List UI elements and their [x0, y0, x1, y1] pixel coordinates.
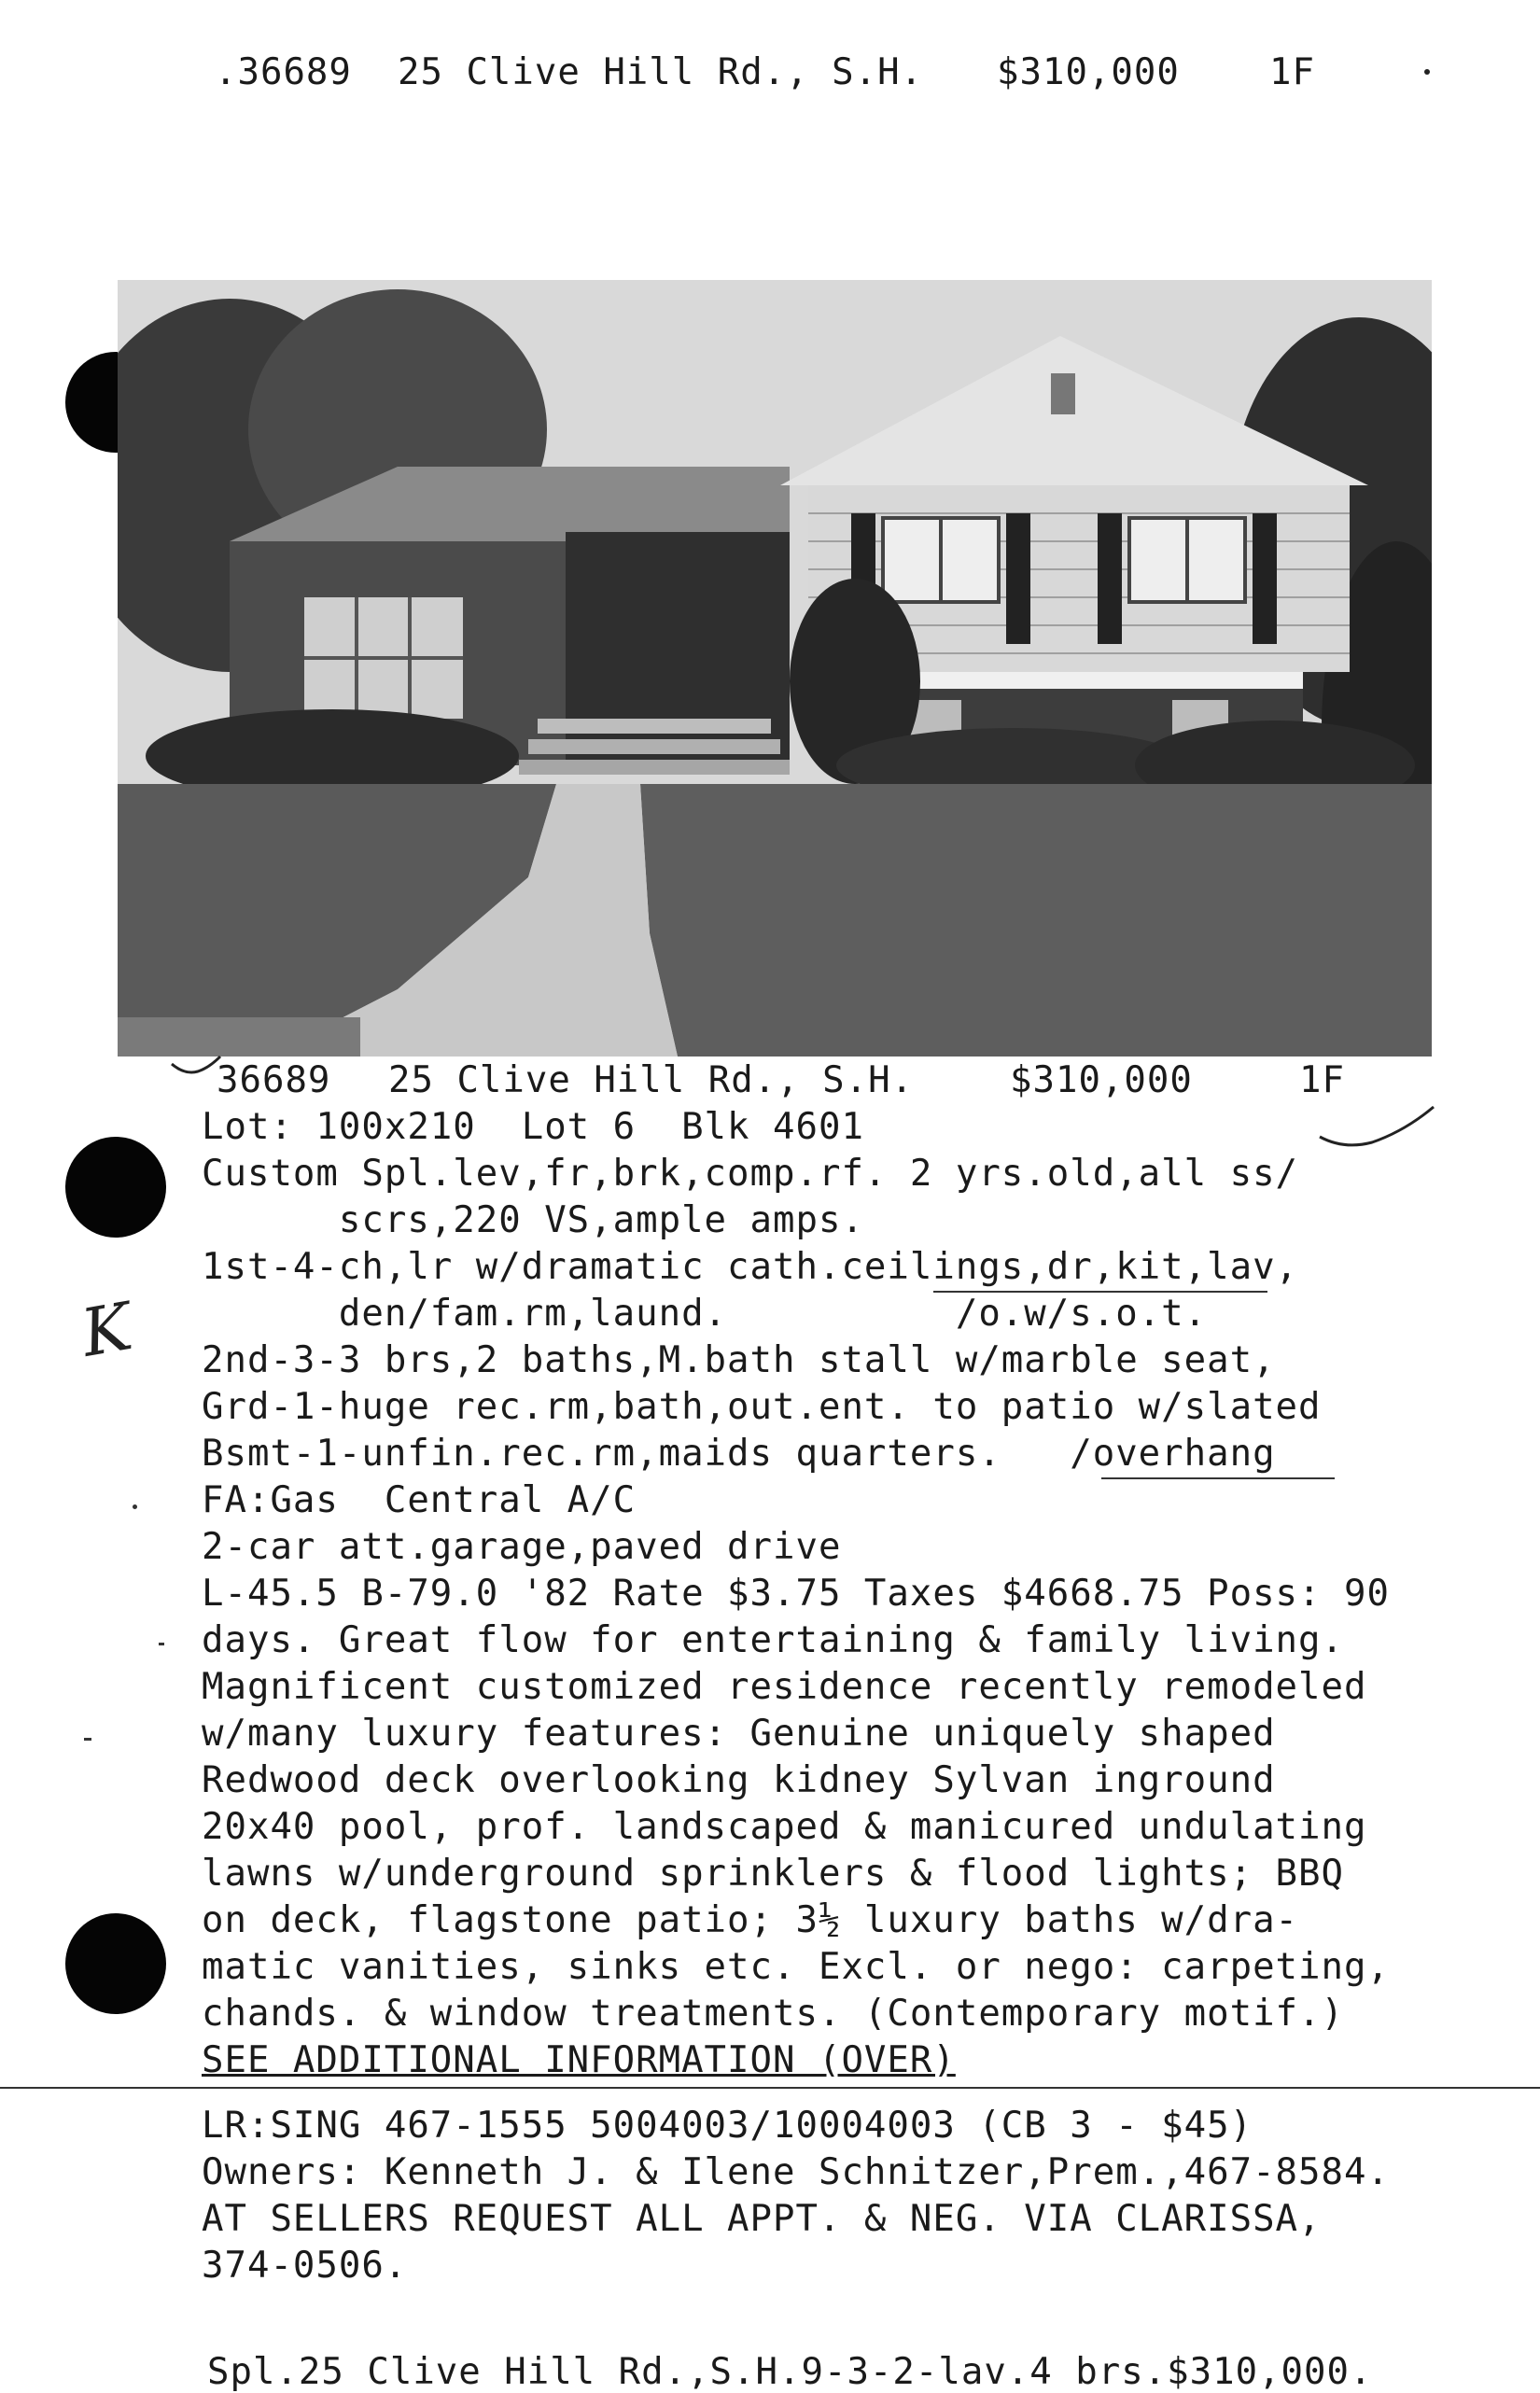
binder-hole-2	[65, 1137, 166, 1238]
footer-line: Owners: Kenneth J. & Ilene Schnitzer,Prem.,467-8584.	[202, 2151, 1390, 2193]
header-listing-number: .36689	[215, 51, 352, 93]
body-line: scrs,220 VS,ample amps.	[202, 1199, 864, 1241]
lot-info: Lot: 100x210 Lot 6 Blk 4601	[202, 1106, 864, 1148]
handwritten-tick-mark	[1316, 1103, 1437, 1159]
body-line: matic vanities, sinks etc. Excl. or nego: carpeting,	[202, 1946, 1390, 1988]
speck-mark	[1424, 69, 1430, 75]
footer-line: LR:SING 467-1555 5004003/10004003 (CB 3 - $45)	[202, 2105, 1253, 2147]
house-photo-illustration	[118, 280, 1432, 1057]
listing-floor: 1F	[1299, 1059, 1345, 1101]
footer-line: 374-0506.	[202, 2245, 408, 2287]
body-line: days. Great flow for entertaining & family living.	[202, 1619, 1344, 1661]
margin-dash	[159, 1643, 164, 1645]
body-line: 1st-4-ch,lr w/dramatic cath.ceilings,dr,kit,lav,	[202, 1246, 1299, 1288]
margin-dot	[133, 1504, 137, 1509]
listing-address: 25 Clive Hill Rd., S.H.	[388, 1059, 915, 1101]
house-photo	[118, 280, 1432, 1057]
body-line: FA:Gas Central A/C	[202, 1479, 637, 1521]
underline-overhang	[1101, 1477, 1335, 1479]
header-price: $310,000	[997, 51, 1180, 93]
body-line: den/fam.rm,laund. /o.w/s.o.t.	[202, 1293, 1208, 1335]
body-line: 20x40 pool, prof. landscaped & manicured undulating	[202, 1806, 1367, 1848]
section-divider	[0, 2087, 1540, 2089]
binder-hole-3	[65, 1913, 166, 2014]
body-line: L-45.5 B-79.0 '82 Rate $3.75 Taxes $4668.75 Poss: 90	[202, 1573, 1390, 1615]
margin-dash	[84, 1738, 91, 1741]
body-line: Bsmt-1-unfin.rec.rm,maids quarters. /overhang	[202, 1433, 1276, 1475]
body-line: 2nd-3-3 brs,2 baths,M.bath stall w/marble seat,	[202, 1339, 1276, 1381]
summary-line: Spl.25 Clive Hill Rd.,S.H.9-3-2-lav.4 brs.$310,000.	[207, 2351, 1373, 2393]
body-line: w/many luxury features: Genuine uniquely shaped	[202, 1713, 1276, 1755]
header-address: 25 Clive Hill Rd., S.H.	[398, 51, 924, 93]
footer-line: AT SELLERS REQUEST ALL APPT. & NEG. VIA CLARISSA,	[202, 2198, 1322, 2240]
body-line: chands. & window treatments. (Contemporary motif.)	[202, 1993, 1344, 2035]
body-line: 2-car att.garage,paved drive	[202, 1526, 842, 1568]
header-floor: 1F	[1269, 51, 1315, 93]
body-line: Magnificent customized residence recently remodeled	[202, 1666, 1367, 1708]
see-additional-info: SEE ADDITIONAL INFORMATION (OVER)	[202, 2039, 956, 2081]
handwritten-k: K	[76, 1288, 138, 1372]
underline-mark	[933, 1291, 1267, 1293]
body-line: lawns w/underground sprinklers & flood lights; BBQ	[202, 1853, 1344, 1895]
body-line: on deck, flagstone patio; 3½ luxury baths w/dra-	[202, 1899, 1299, 1941]
handwritten-check-mark	[168, 1053, 224, 1090]
body-line: Redwood deck overlooking kidney Sylvan inground	[202, 1759, 1276, 1801]
body-line: Custom Spl.lev,fr,brk,comp.rf. 2 yrs.old,all ss/	[202, 1153, 1299, 1195]
listing-number: 36689	[217, 1059, 331, 1101]
listing-price: $310,000	[1010, 1059, 1193, 1101]
body-line: Grd-1-huge rec.rm,bath,out.ent. to patio w/slated	[202, 1386, 1322, 1428]
